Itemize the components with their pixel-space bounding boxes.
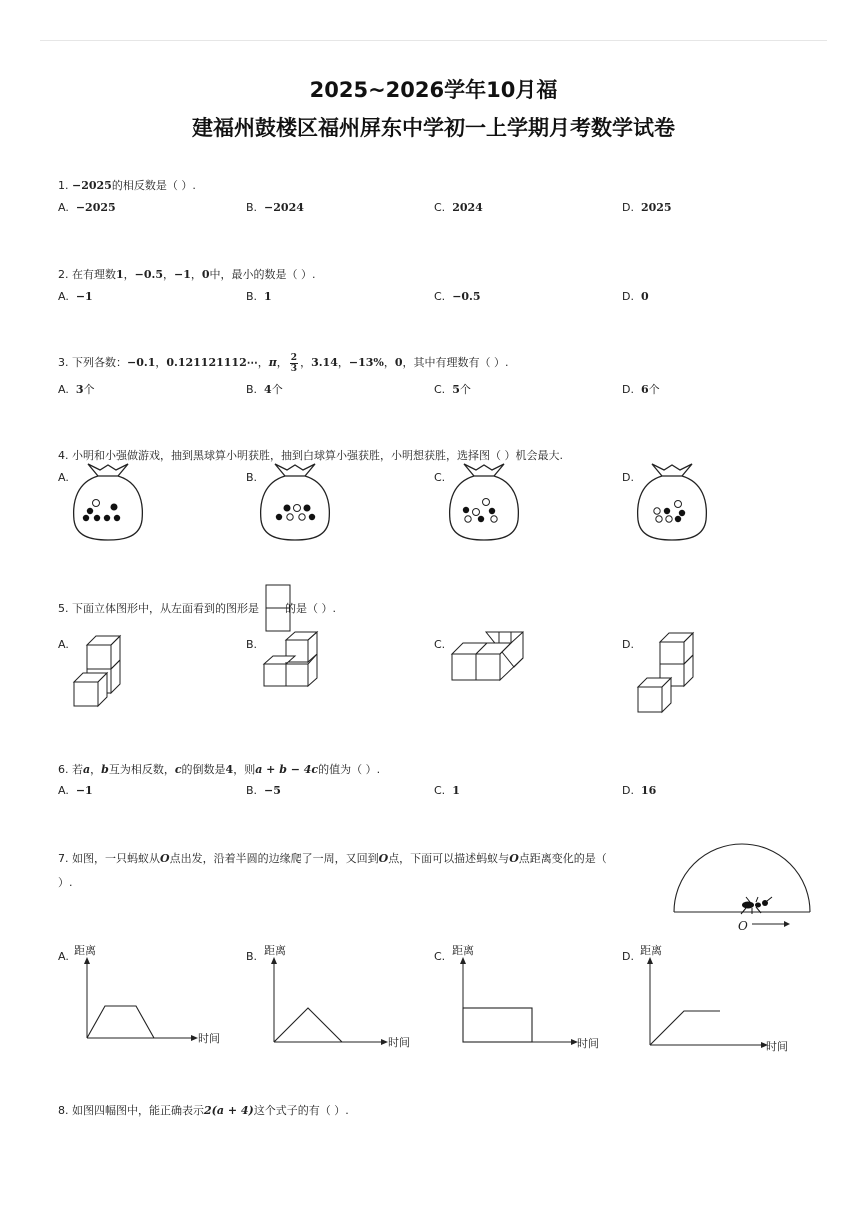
question-7-stem-line2: ）. <box>58 876 73 889</box>
q2-num: −0.5 <box>134 268 164 281</box>
option-label: D. <box>622 784 634 797</box>
option-label: D. <box>622 383 634 396</box>
q3-num: −13% <box>348 356 384 369</box>
q3-fraction <box>290 353 298 374</box>
option-value: 3 <box>75 383 84 396</box>
q3-suffix: ，其中有理数有（ ）. <box>402 356 509 369</box>
q7-text: 点，下面可以描述蚂蚁与 <box>388 852 510 865</box>
q6-expression: a + b − 4c <box>255 763 319 776</box>
q3-prefix: 3. 下列各数： <box>58 356 127 369</box>
q3-num: 0 <box>394 356 403 369</box>
q5-prefix: 5. 下面立体图形中，从左面看到的图形是 <box>58 602 259 615</box>
option-label: B. <box>246 383 258 396</box>
q2-option-d[interactable] <box>622 290 649 303</box>
option-label: D. <box>622 290 634 303</box>
question-4-stem: 4. 小明和小强做游戏，抽到黑球算小明获胜，抽到白球算小强获胜，小明想获胜，选择图（ ）机会最大. <box>58 449 563 462</box>
option-label: B. <box>246 201 258 214</box>
option-label: C. <box>434 201 446 214</box>
option-unit: 个 <box>648 383 660 396</box>
option-label: C. <box>434 950 446 963</box>
option-value: −2024 <box>264 201 304 214</box>
cube-figure-c[interactable] <box>450 630 528 684</box>
option-value: −5 <box>264 784 281 797</box>
cube-figure-b[interactable] <box>262 630 322 690</box>
fraction-numerator: 2 <box>290 352 298 363</box>
q6-option-b[interactable] <box>246 784 281 797</box>
left-view-figure <box>265 584 291 632</box>
q6-text: 互为相反数， <box>108 763 175 776</box>
page-title-line2: 建福州鼓楼区福州屏东中学初一上学期月考数学试卷 <box>192 116 675 140</box>
q2-option-c[interactable] <box>434 290 481 303</box>
option-value: 2024 <box>452 201 483 214</box>
option-label: B. <box>246 638 258 651</box>
option-label: A. <box>58 290 69 303</box>
q1-prefix: 1. <box>58 179 72 192</box>
q6-num: 4 <box>225 763 234 776</box>
option-label: D. <box>622 638 634 651</box>
option-label: D. <box>622 471 634 484</box>
semicircle-ant-figure <box>668 842 818 934</box>
option-value: −1 <box>75 784 93 797</box>
bag-figure-a[interactable] <box>70 462 146 542</box>
option-label: D. <box>622 201 634 214</box>
graph-y-label: 距离 <box>640 944 662 957</box>
q7-point-o: O <box>160 852 170 865</box>
option-label: C. <box>434 471 446 484</box>
q6-option-a[interactable] <box>58 784 93 797</box>
q7-point-o: O <box>378 852 389 865</box>
point-o-label: O <box>738 919 748 933</box>
question-3-stem: 3. 下列各数：−0.1，0.121121112⋯，π， $\frac{2}{3}$ ，3.14，−13%，0，其中有理数有（ ）. <box>58 352 509 374</box>
option-value: 1 <box>264 290 272 303</box>
option-value: −0.5 <box>452 290 481 303</box>
option-unit: 个 <box>83 383 95 396</box>
fraction-denominator: 3 <box>290 363 298 374</box>
question-2-stem: 2. 在有理数1，−0.5，−1，0中，最小的数是（ ）. <box>58 268 316 281</box>
q7-text: 点出发，沿着半圆的边缘爬了一周，又回到 <box>169 852 379 865</box>
option-value: −2025 <box>75 201 116 214</box>
header-divider <box>40 40 827 41</box>
option-label: A. <box>58 471 69 484</box>
q1-option-c[interactable] <box>434 201 483 214</box>
option-label: C. <box>434 784 446 797</box>
q7-text: 7. 如图，一只蚂蚁从 <box>58 852 160 865</box>
option-label: A. <box>58 784 69 797</box>
q1-option-a[interactable] <box>58 201 116 214</box>
q6-var-c: c <box>174 763 182 776</box>
option-label: A. <box>58 201 69 214</box>
graph-x-label: 时间 <box>198 1032 220 1045</box>
page-title-line1: 2025~2026学年10月福 <box>309 78 558 102</box>
bag-figure-d[interactable] <box>634 462 710 542</box>
option-label: D. <box>622 950 634 963</box>
option-label: B. <box>246 784 258 797</box>
question-7-stem-line1 <box>58 850 607 866</box>
q3-num: π <box>268 356 277 369</box>
bag-figure-b[interactable] <box>257 462 333 542</box>
distance-graph-c[interactable] <box>450 940 605 1050</box>
q2-num: 0 <box>201 268 210 281</box>
distance-graph-d[interactable] <box>638 940 798 1055</box>
q8-expression: 2(a + 4) <box>204 1104 254 1117</box>
option-unit: 个 <box>459 383 471 396</box>
option-value: 16 <box>640 784 657 797</box>
q6-prefix: 6. 若 <box>58 763 83 776</box>
option-label: A. <box>58 638 69 651</box>
q7-point-o: O <box>509 852 519 865</box>
q1-option-b[interactable] <box>246 201 304 214</box>
q2-num: −1 <box>174 268 191 281</box>
graph-x-label: 时间 <box>388 1036 410 1049</box>
q2-option-b[interactable] <box>246 290 272 303</box>
bag-figure-c[interactable] <box>446 462 522 542</box>
q3-option-a[interactable] <box>58 381 94 397</box>
option-value: 5 <box>452 383 460 396</box>
q8-prefix: 8. 如图四幅图中，能正确表示 <box>58 1104 204 1117</box>
q2-option-a[interactable] <box>58 290 93 303</box>
q3-num: 0.121121112⋯ <box>166 356 258 369</box>
option-value: 2025 <box>640 201 672 214</box>
option-unit: 个 <box>271 383 283 396</box>
graph-y-label: 距离 <box>264 944 286 957</box>
option-label: B. <box>246 471 258 484</box>
cube-figure-d[interactable] <box>636 630 700 714</box>
graph-x-label: 时间 <box>766 1040 788 1053</box>
q5-suffix: 的是（ ）. <box>285 602 336 615</box>
option-label: C. <box>434 383 446 396</box>
cube-figure-a[interactable] <box>72 630 128 710</box>
option-value: 4 <box>264 383 272 396</box>
option-label: B. <box>246 950 258 963</box>
question-8-stem <box>58 1102 349 1118</box>
q3-option-b[interactable] <box>246 381 283 397</box>
option-label: C. <box>434 638 446 651</box>
graph-x-label: 时间 <box>577 1037 599 1050</box>
q1-suffix: 的相反数是（ ）. <box>111 179 196 192</box>
option-label: A. <box>58 950 69 963</box>
q1-option-d[interactable] <box>622 201 672 214</box>
q6-var-a: a <box>83 763 91 776</box>
q6-text: ，则 <box>233 763 256 776</box>
option-value: 1 <box>452 784 460 797</box>
question-5-stem <box>58 600 336 616</box>
q3-num: −0.1 <box>127 356 156 369</box>
option-label: A. <box>58 383 69 396</box>
q6-var-b: b <box>101 763 109 776</box>
q6-text: ， <box>90 763 102 776</box>
option-label: C. <box>434 290 446 303</box>
option-value: 6 <box>640 383 649 396</box>
option-label: B. <box>246 290 258 303</box>
option-value: −1 <box>75 290 93 303</box>
distance-graph-b[interactable] <box>260 940 415 1048</box>
q6-option-d[interactable] <box>622 784 656 797</box>
q6-suffix: 的值为（ ）. <box>318 763 381 776</box>
q1-math: −2025 <box>72 179 112 192</box>
q6-text: 的倒数是 <box>181 763 226 776</box>
q7-text: 点距离变化的是（ <box>518 852 607 865</box>
q2-suffix: 中，最小的数是（ ）. <box>209 268 316 281</box>
q8-suffix: 这个式子的有（ ）. <box>253 1104 349 1117</box>
distance-graph-a[interactable] <box>72 940 227 1048</box>
q2-num: 1 <box>116 268 124 281</box>
option-value: 0 <box>640 290 649 303</box>
q6-option-c[interactable] <box>434 784 460 797</box>
question-6-stem <box>58 761 380 777</box>
q3-option-d[interactable] <box>622 381 660 397</box>
q3-num: 3.14 <box>311 356 338 369</box>
graph-y-label: 距离 <box>452 944 474 957</box>
q3-option-c[interactable] <box>434 381 471 397</box>
question-1-stem <box>58 177 196 193</box>
graph-y-label: 距离 <box>74 944 96 957</box>
q2-prefix: 2. 在有理数 <box>58 268 116 281</box>
